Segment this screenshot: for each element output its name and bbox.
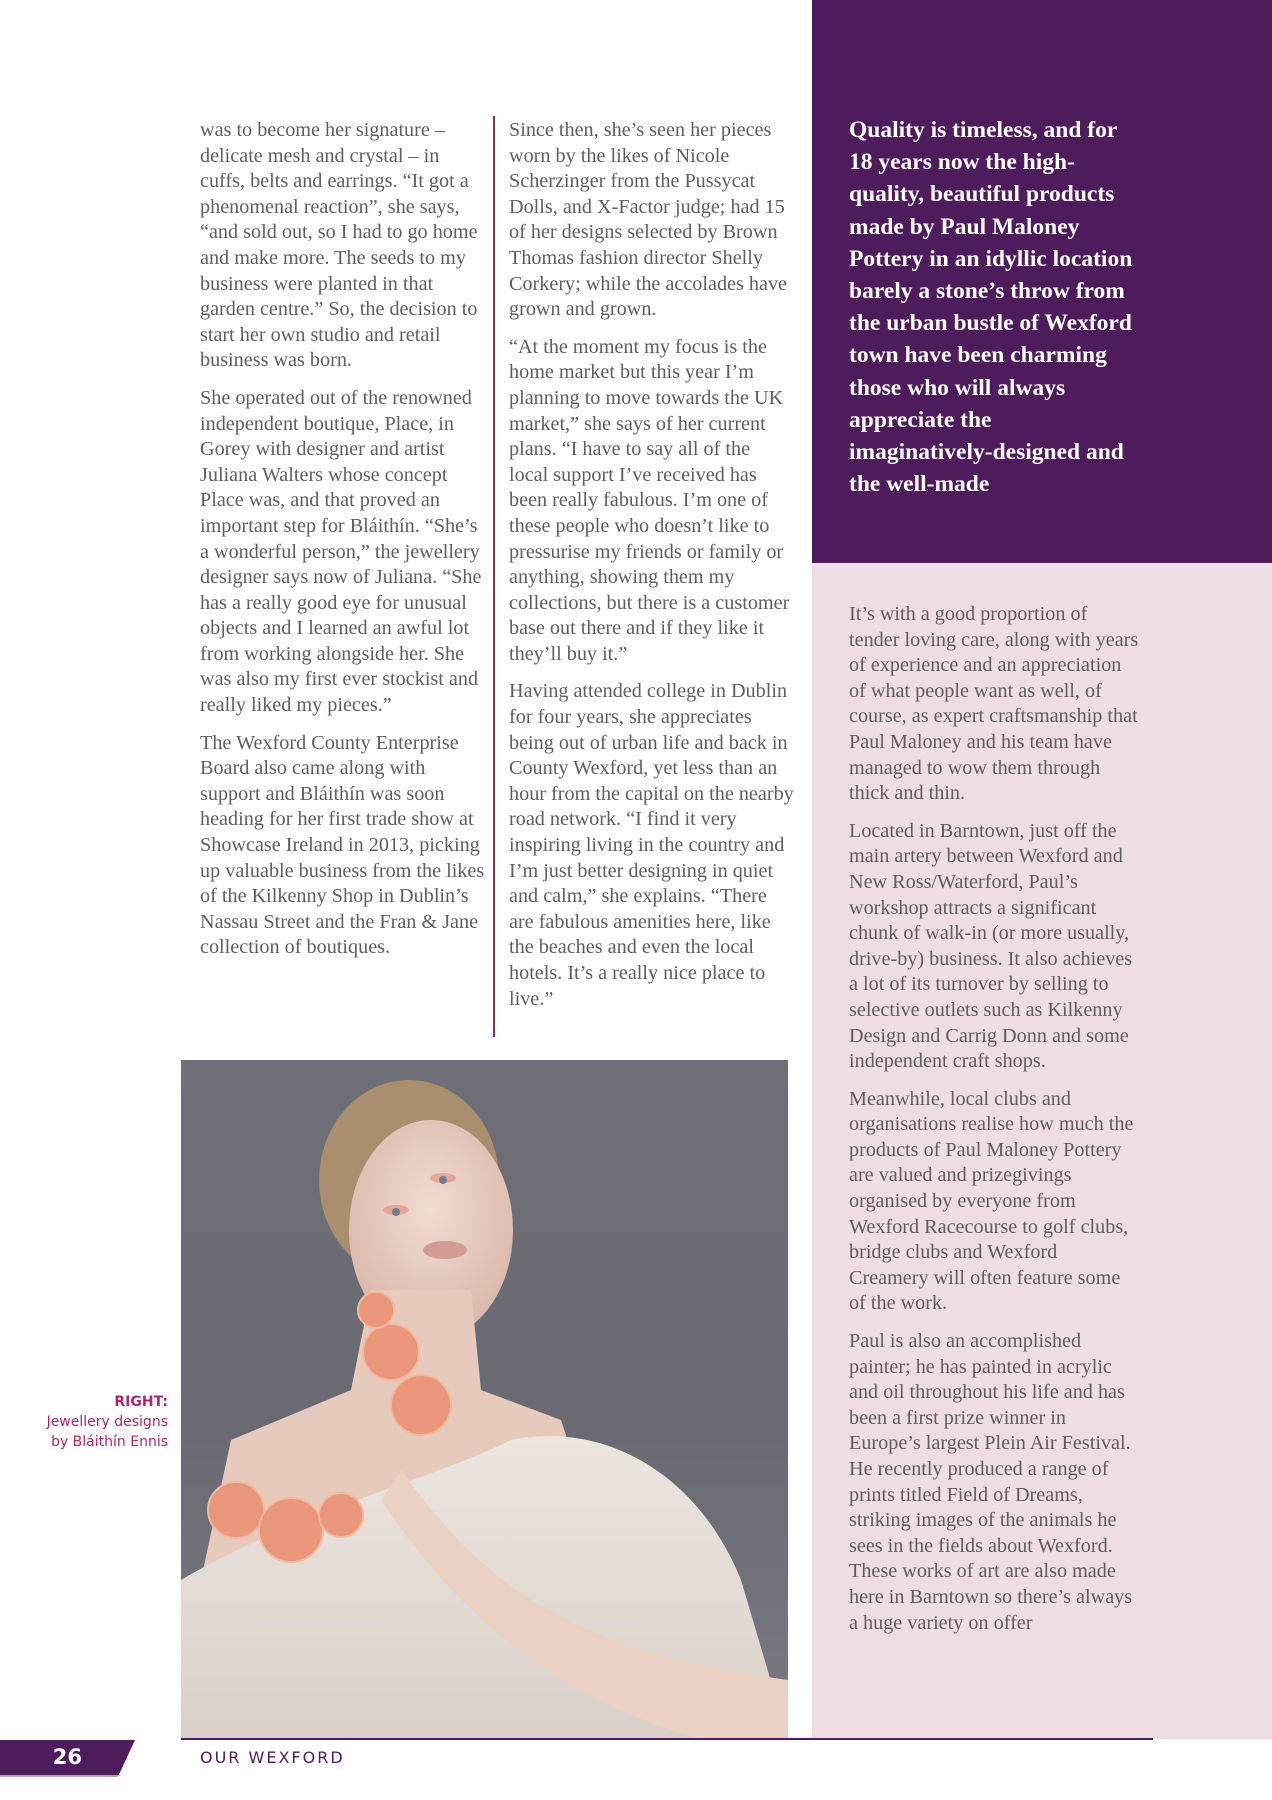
paragraph: Paul is also an accomplished painter; he has painted in acrylic and oil throughout his life and has been a first prize winner in Europe’s largest Plein Air Festival. He recently produced a range of prints titled Field of Dreams, striking images of the animals he sees in the fields about Wexford. These works of art are also made here in Barntown so there’s always a huge variety on offer — [849, 1330, 1133, 1634]
footer-rule — [181, 1738, 1153, 1740]
caption-label: RIGHT: — [114, 1394, 168, 1410]
column-divider — [493, 116, 495, 1037]
photo-illustration — [181, 1060, 788, 1739]
paragraph: “At the moment my focus is the home market but this year I’m planning to move towards the UK market,” she says of her current plans. “I have to say all of the local support I’ve received has been really fabulous. I’m one of these people who doesn’t like to pressurise my friends or family or anything, showing them my collections, but there is a customer base out there and if they like it they’ll buy it.” — [509, 335, 790, 665]
article-column-3 — [849, 602, 1139, 1648]
eye — [392, 1208, 400, 1216]
flower-ornament — [358, 1292, 394, 1328]
paragraph: Since then, she’s seen her pieces worn by the likes of Nicole Scherzinger from the Pussycat Dolls, and X-Factor judge; had 15 of her designs selected by Brown Thomas fashion director Shelly Corkery; while the accolades have grown and grown. — [509, 119, 788, 321]
article-column-1 — [200, 118, 485, 973]
paragraph: She operated out of the renowned independent boutique, Place, in Gorey with designer and artist Juliana Walters whose concept Place was, and that proved an important step for Bláithín. “She’s a wonderful person,” the jewellery designer says now of Juliana. “She has a really good eye for unusual objects and I learned an awful lot from working alongside her. She was also my first ever stockist and really liked my pieces.” — [200, 386, 482, 717]
pull-quote: Quality is timeless, and for 18 years now the high-quality, beautiful products made by Paul Maloney Pottery in an idyllic location barely a stone’s throw from the urban bustle of Wexford town have been charming those who will always appreciate the imaginatively-designed and the well-made — [849, 117, 1133, 498]
eye — [439, 1176, 447, 1184]
paragraph: Located in Barntown, just off the main artery between Wexford and New Ross/Waterford, Paul’s workshop attracts a significant chunk of walk-in (or more usually, drive-by) business. It also achieves a lot of its turnover by selling to selective outlets such as Kilkenny Design and Carrig Donn and some independent craft shops. — [849, 819, 1133, 1073]
caption-line: Jewellery designs — [46, 1414, 168, 1430]
paragraph: was to become her signature – delicate mesh and crystal – in cuffs, belts and earrings. “It got a phenomenal reaction”, she says, “and sold out, so I had to go home and make more. The seeds to my business were planted in that garden centre.” So, the decision to start her own studio and retail business was born. — [200, 119, 478, 372]
paragraph: Meanwhile, local clubs and organisations realise how much the products of Paul Maloney Pottery are valued and prizegivings organised by everyone from Wexford Racecourse to golf clubs, bridge clubs and Wexford Creamery will often feature some of the work. — [849, 1087, 1134, 1315]
paragraph: It’s with a good proportion of tender loving care, along with years of experience and an appreciation of what people want as well, of course, as expert craftsmanship that Paul Maloney and his team have managed to wow them through thick and thin. — [849, 603, 1139, 805]
flower-ornament — [391, 1375, 451, 1435]
article-column-2 — [509, 118, 794, 1024]
paragraph: Having attended college in Dublin for four years, she appreciates being out of urban life and back in County Wexford, yet less than an hour from the capital on the nearby road network. “I find it very inspiring living in the country and I’m just better designing in quiet and calm,” she explains. “There are fabulous amenities here, like the beaches and even the local hotels. It’s a really nice place to live.” — [509, 680, 794, 1010]
lips — [423, 1241, 467, 1259]
page-number: 26 — [52, 1745, 82, 1769]
caption-line: by Bláithín Ennis — [51, 1434, 168, 1450]
flower-ornament — [363, 1324, 419, 1380]
flower-ornament — [208, 1482, 264, 1538]
jewellery-photo — [181, 1060, 788, 1739]
photo-caption — [20, 1392, 168, 1452]
flower-ornament — [259, 1498, 323, 1562]
flower-ornament — [319, 1493, 363, 1537]
page-badge-underline — [0, 1775, 118, 1777]
magazine-name: OUR WEXFORD — [200, 1748, 345, 1767]
paragraph: The Wexford County Enterprise Board also came along with support and Bláithín was soon heading for her first trade show at Showcase Ireland in 2013, picking up valuable business from the likes of the Kilkenny Shop in Dublin’s Nassau Street and the Fran & Jane collection of boutiques. — [200, 731, 485, 959]
